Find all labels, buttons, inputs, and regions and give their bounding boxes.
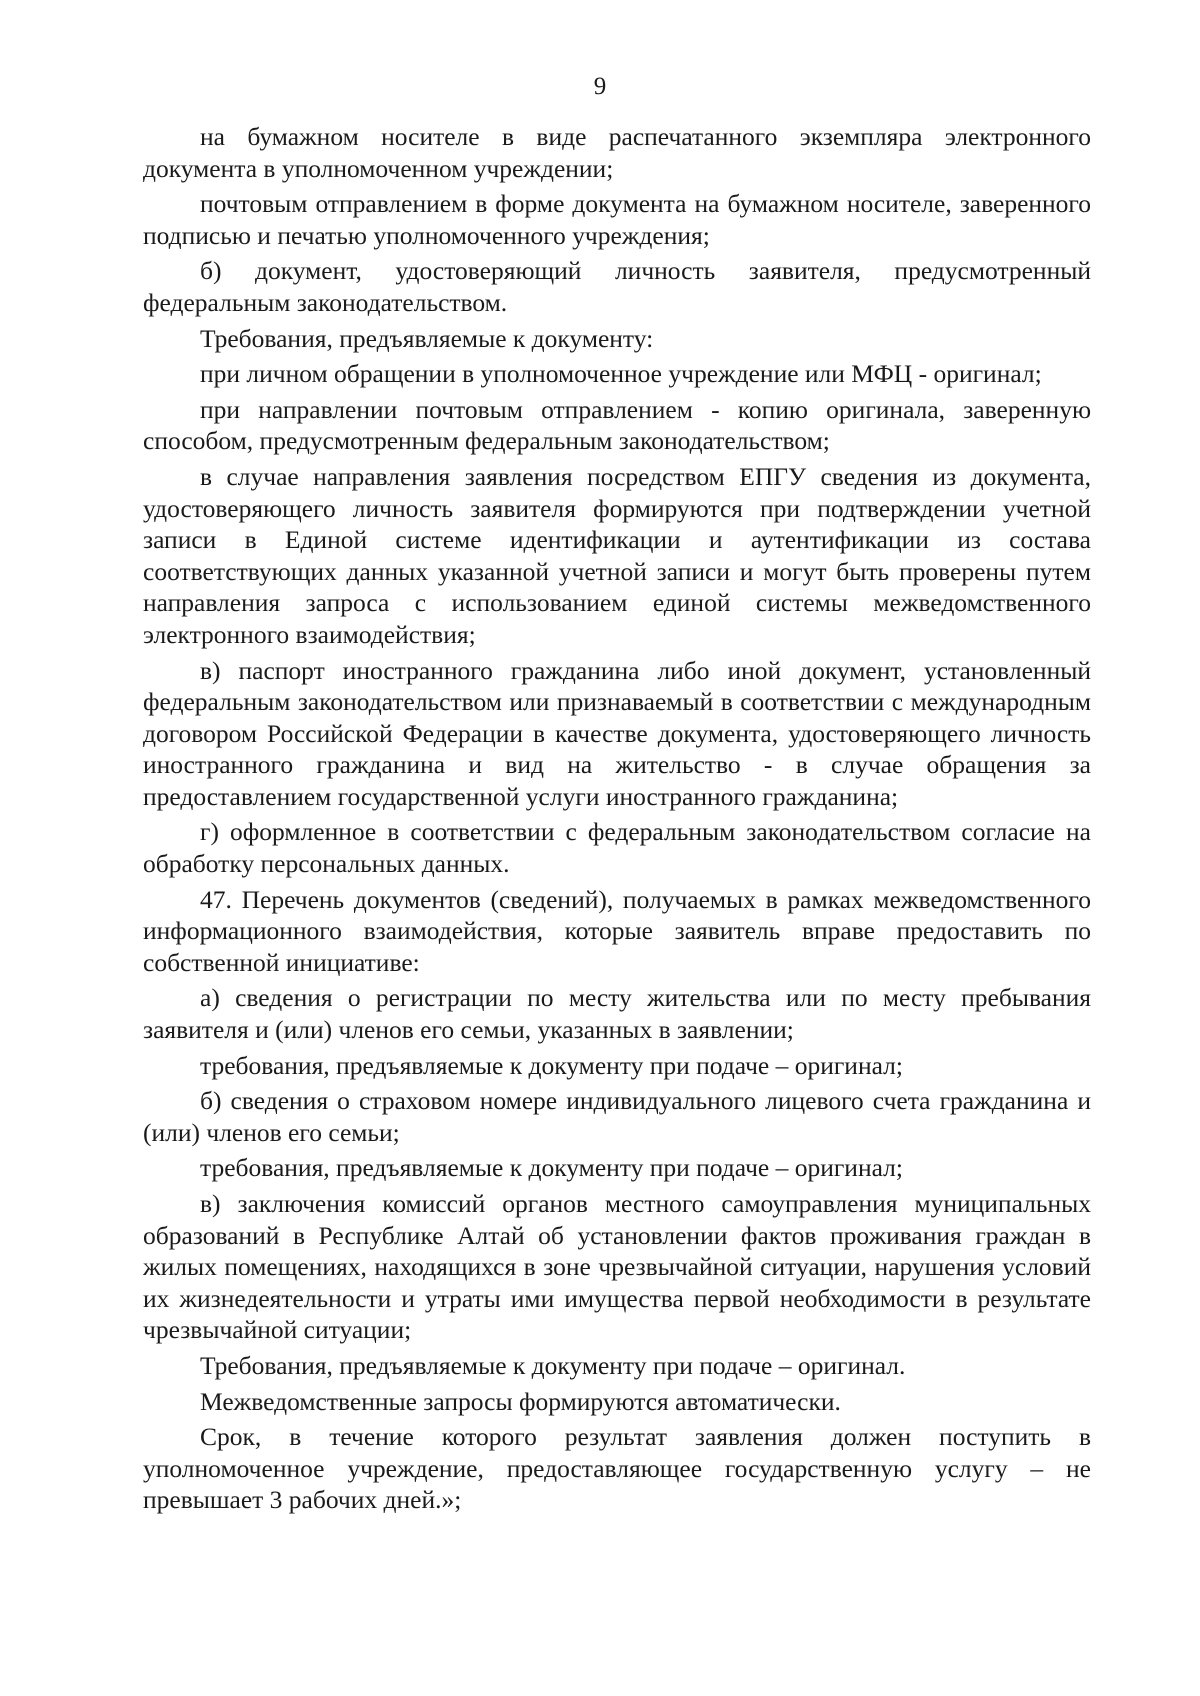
paragraph: а) сведения о регистрации по месту жительства или по месту пребывания заявителя и (или) членов его семьи, указанных в заявлении;	[143, 983, 1091, 1045]
paragraph: почтовым отправлением в форме документа на бумажном носителе, заверенного подписью и печатью уполномоченного учреждения;	[143, 189, 1091, 250]
paragraph: требования, предъявляемые к документу при подаче – оригинал;	[200, 1050, 903, 1080]
paragraph: на бумажном носителе в виде распечатанного экземпляра электронного документа в уполномоченном учреждении;	[143, 122, 1091, 183]
page-number: 9	[593, 73, 607, 100]
paragraph: б) сведения о страховом номере индивидуального лицевого счета гражданина и (или) членов его семьи;	[143, 1086, 1091, 1147]
paragraph: в) паспорт иностранного гражданина либо иной документ, установленный федеральным законодательством или признаваемый в соответствии с международным договором Российской Федерации в качестве документа, удостоверяющего личность иностранного гражданина и вид на жительство - в случае обращения за предоставлением государственной услуги иностранного гражданина;	[143, 655, 1091, 811]
paragraph: в) заключения комиссий органов местного самоуправления муниципальных образований в Республике Алтай об установлении фактов проживания граждан в жилых помещениях, находящихся в зоне чрезвычайной ситуации, нарушения условий их жизнедеятельности и утраты ими имущества первой необходимости в результате чрезвычайной ситуации;	[143, 1189, 1091, 1345]
paragraph: б) документ, удостоверяющий личность заявителя, предусмотренный федеральным законодательством.	[143, 256, 1091, 317]
paragraph: г) оформленное в соответствии с федеральным законодательством согласие на обработку персональных данных.	[143, 817, 1091, 879]
paragraph: при направлении почтовым отправлением - копию оригинала, заверенную способом, предусмотренным федеральным законодательством;	[143, 394, 1091, 456]
paragraph: 47. Перечень документов (сведений), получаемых в рамках межведомственного информационного взаимодействия, которые заявитель вправе предоставить по собственной инициативе:	[143, 884, 1091, 977]
paragraph: Требования, предъявляемые к документу:	[200, 323, 654, 353]
paragraph: при личном обращении в уполномоченное учреждение или МФЦ - оригинал;	[200, 359, 1042, 389]
paragraph: Срок, в течение которого результат заявления должен поступить в уполномоченное учреждение, предоставляющее государственную услугу – не превышает 3 рабочих дней.»;	[143, 1422, 1091, 1515]
paragraph: Требования, предъявляемые к документу при подаче – оригинал.	[200, 1350, 906, 1380]
paragraph: в случае направления заявления посредством ЕПГУ сведения из документа, удостоверяющего личность заявителя формируются при подтверждении учетной записи в Единой системе идентификации и аутентификации из состава соответствующих данных указанной учетной записи и могут быть проверены путем направления запроса с использованием единой системы межведомственного электронного взаимодействия;	[143, 461, 1091, 649]
paragraph: Межведомственные запросы формируются автоматически.	[200, 1386, 841, 1416]
document-body	[143, 121, 1091, 1516]
paragraph: требования, предъявляемые к документу при подаче – оригинал;	[200, 1153, 903, 1183]
